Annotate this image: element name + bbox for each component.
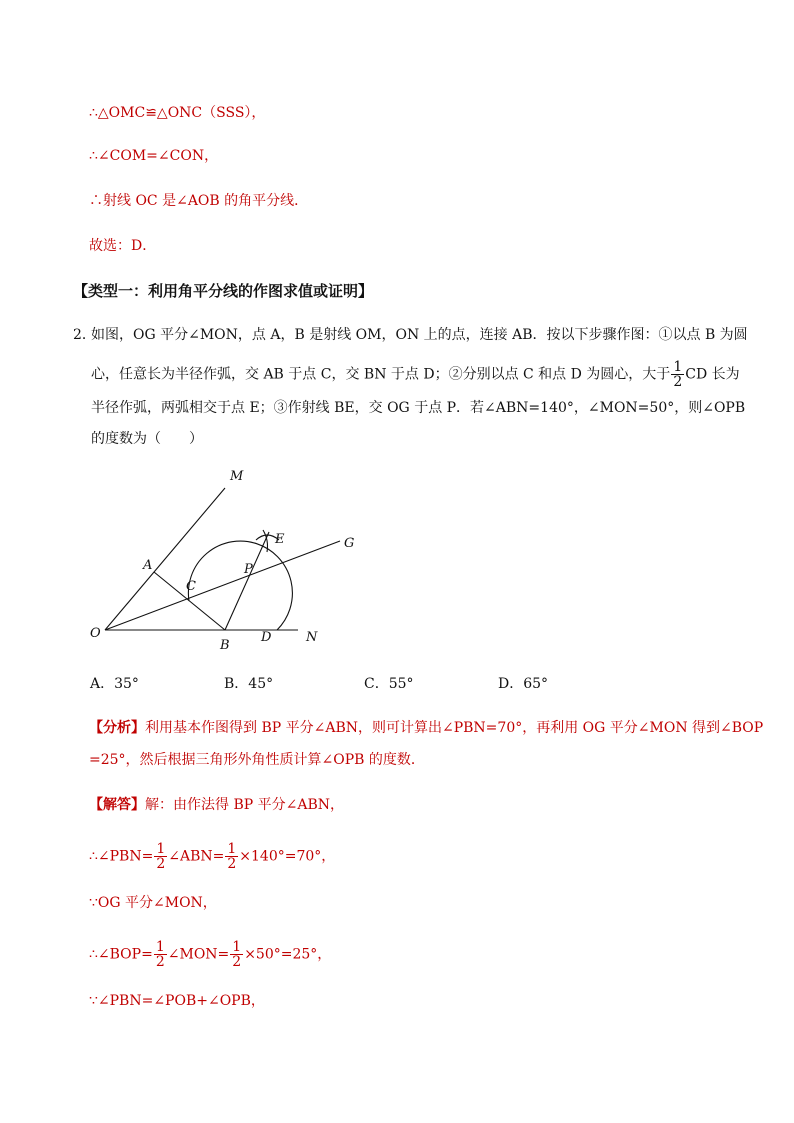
solution-line-4 xyxy=(89,940,331,969)
prev-solution-line-3: ∴射线 OC 是∠AOB 的角平分线． xyxy=(89,193,309,209)
option-d: D．65° xyxy=(498,676,549,692)
fraction-denominator: 2 xyxy=(673,374,683,390)
solution-text-1: 解：由作法得 BP 平分∠ABN， xyxy=(145,797,344,813)
solution-line-2-c: ×140°=70°， xyxy=(239,848,336,865)
label-n: N xyxy=(306,630,318,645)
label-b: B xyxy=(220,638,230,653)
solution-line-4-b: ∠MON= xyxy=(167,946,230,963)
solution-tag: 【解答】 xyxy=(89,797,145,813)
ray-om xyxy=(105,488,225,630)
solution-fraction-3-num: 1 xyxy=(155,939,165,955)
section-heading: 【类型一：利用角平分线的作图求值或证明】 xyxy=(73,282,374,300)
analysis-line-2: =25°，然后根据三角形外角性质计算∠OPB 的度数． xyxy=(89,752,425,768)
prev-solution-answer: 故选：D． xyxy=(89,238,157,254)
ray-be xyxy=(225,532,269,630)
solution-line-2-a: ∴∠PBN= xyxy=(89,848,154,865)
solution-fraction-1 xyxy=(154,842,167,871)
solution-fraction-4-den: 2 xyxy=(232,954,242,970)
label-g: G xyxy=(344,536,355,551)
solution-fraction-2 xyxy=(225,842,238,871)
label-o: O xyxy=(90,626,101,641)
prev-solution-line-1: ∴△OMC≌△ONC（SSS）， xyxy=(89,105,266,121)
solution-fraction-1-den: 2 xyxy=(156,856,166,872)
option-c: C．55° xyxy=(364,676,414,692)
fraction-numerator: 1 xyxy=(673,359,683,375)
solution-line-2-b: ∠ABN= xyxy=(168,848,225,865)
label-c: C xyxy=(186,579,196,594)
solution-line-4-c: ×50°=25°， xyxy=(244,946,332,963)
solution-fraction-4 xyxy=(230,940,243,969)
option-b: B．45° xyxy=(224,676,274,692)
problem-line-1: 如图，OG 平分∠MON，点 A，B 是射线 OM，ON 上的点，连接 AB．按以下步骤作图：①以点 B 为圆 xyxy=(91,327,748,343)
solution-line-4-a: ∴∠BOP= xyxy=(89,946,153,963)
option-a: A．35° xyxy=(90,676,139,692)
problem-line-2-text-b: CD 长为 xyxy=(685,366,740,383)
fraction-one-half xyxy=(671,360,684,389)
solution-fraction-3 xyxy=(154,940,167,969)
label-e: E xyxy=(275,532,285,547)
solution-fraction-2-num: 1 xyxy=(227,841,237,857)
label-m: M xyxy=(230,469,244,484)
label-d: D xyxy=(261,630,272,645)
problem-number: 2． xyxy=(73,327,96,343)
solution-line-1 xyxy=(89,795,344,815)
prev-solution-line-2: ∴∠COM=∠CON， xyxy=(89,148,219,164)
solution-fraction-2-den: 2 xyxy=(227,856,237,872)
problem-line-2 xyxy=(91,360,740,389)
ray-og xyxy=(105,541,340,630)
solution-line-5: ∵∠PBN=∠POB+∠OPB， xyxy=(89,993,265,1009)
solution-line-2 xyxy=(89,842,335,871)
solution-fraction-1-num: 1 xyxy=(156,841,166,857)
label-p: P xyxy=(244,562,253,577)
solution-fraction-3-den: 2 xyxy=(155,954,165,970)
label-a: A xyxy=(143,558,153,573)
analysis-text-1: 利用基本作图得到 BP 平分∠ABN，则可计算出∠PBN=70°，再利用 OG 平分∠MON 得到∠BOP xyxy=(145,720,764,736)
analysis-tag: 【分析】 xyxy=(89,720,145,736)
solution-line-3: ∵OG 平分∠MON， xyxy=(89,895,217,911)
problem-line-3: 半径作弧，两弧相交于点 E；③作射线 BE，交 OG 于点 P．若∠ABN=140°，∠MON=50°，则∠OPB xyxy=(91,400,746,416)
solution-fraction-4-num: 1 xyxy=(232,939,242,955)
arc-cd xyxy=(188,541,292,630)
geometry-figure xyxy=(80,460,370,660)
problem-line-4: 的度数为（ ） xyxy=(91,431,203,447)
analysis-line-1 xyxy=(89,718,763,738)
problem-line-2-text-a: 心，任意长为半径作弧，交 AB 于点 C，交 BN 于点 D；②分别以点 C 和点 D 为圆心，大于 xyxy=(91,366,671,383)
